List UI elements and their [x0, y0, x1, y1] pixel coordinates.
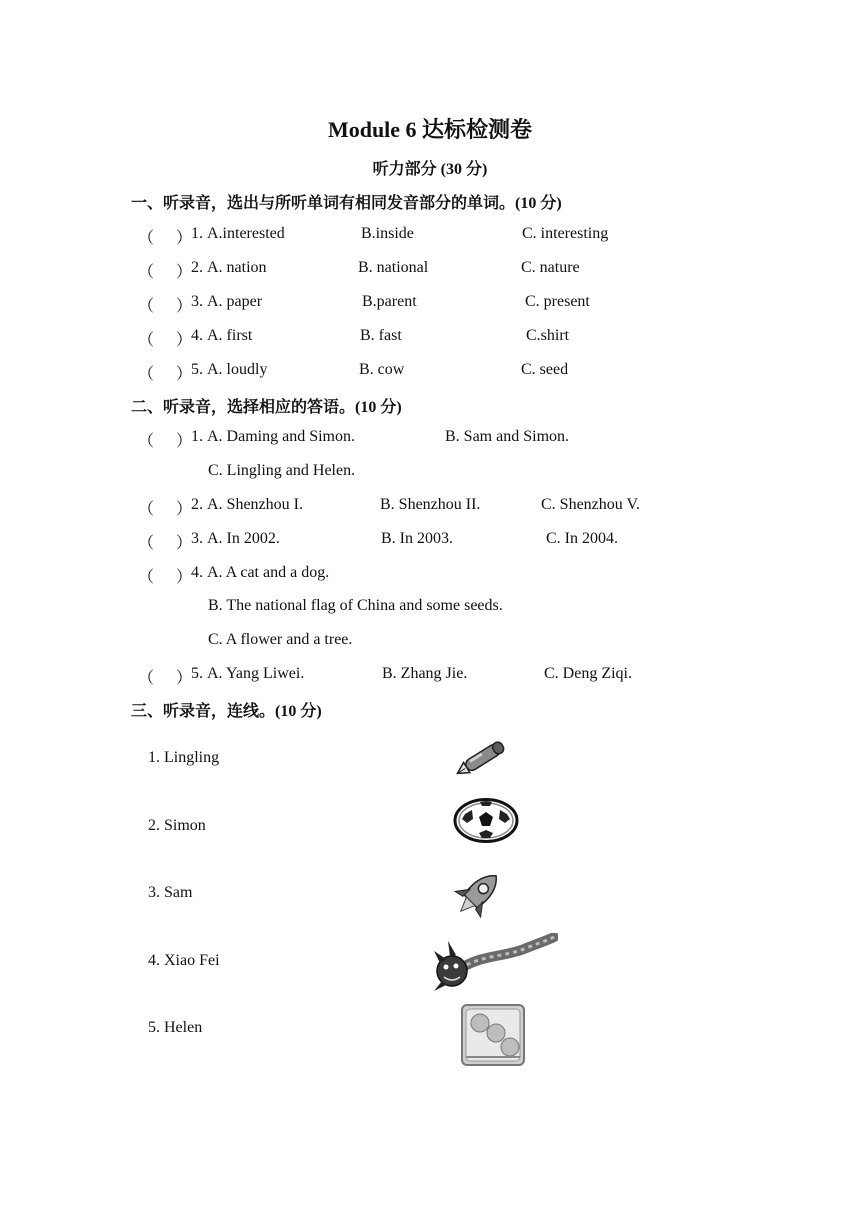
answer-paren-close: ） — [176, 230, 193, 247]
answer-paren-close: ） — [176, 264, 193, 281]
answer-paren-open[interactable]: （ — [138, 366, 155, 383]
answer-paren-close: ） — [176, 298, 193, 315]
option-b: B. national — [358, 259, 429, 276]
option-c: C. Shenzhou V. — [541, 496, 640, 513]
answer-paren-open[interactable]: （ — [138, 230, 155, 247]
option-a: A. Yang Liwei. — [207, 665, 305, 682]
answer-paren-open[interactable]: （ — [138, 569, 155, 586]
question-number: 1. — [191, 428, 203, 445]
option-b: B.parent — [362, 293, 417, 310]
question-number: 1. — [191, 225, 203, 242]
answer-paren-close: ） — [176, 535, 193, 552]
answer-paren-open[interactable]: （ — [138, 433, 155, 450]
option-b: B. In 2003. — [381, 530, 453, 547]
dragon-kite-icon[interactable] — [432, 933, 558, 997]
option-a: A. In 2002. — [207, 530, 280, 547]
answer-paren-open[interactable]: （ — [138, 264, 155, 281]
option-c: C. present — [525, 293, 590, 310]
question-number: 4. — [191, 327, 203, 344]
option-a: A. A cat and a dog. — [207, 564, 330, 581]
abc-book-icon[interactable] — [458, 1001, 528, 1069]
question-number: 5. — [191, 361, 203, 378]
answer-paren-close: ） — [176, 569, 193, 586]
option-b: B. cow — [359, 361, 405, 378]
answer-paren-open[interactable]: （ — [138, 535, 155, 552]
option-b: B. Sam and Simon. — [445, 428, 570, 445]
option-c: C.shirt — [526, 327, 570, 344]
page-title: Module 6 达标检测卷 — [327, 117, 533, 142]
match-name-sam[interactable]: 3. Sam — [148, 884, 193, 901]
rocket-icon[interactable] — [444, 866, 510, 924]
option-a: A. first — [207, 327, 253, 344]
question-number: 4. — [191, 564, 203, 581]
pen-icon[interactable] — [450, 733, 514, 783]
answer-paren-close: ） — [176, 501, 193, 518]
answer-paren-open[interactable]: （ — [138, 670, 155, 687]
option-b: B. fast — [360, 327, 402, 344]
listening-subtitle: 听力部分 (30 分) — [372, 161, 488, 178]
answer-paren-close: ） — [176, 366, 193, 383]
option-c: C. seed — [521, 361, 569, 378]
match-name-xiao-fei[interactable]: 4. Xiao Fei — [148, 952, 220, 969]
match-name-lingling[interactable]: 1. Lingling — [148, 749, 220, 766]
question-number: 2. — [191, 259, 203, 276]
football-icon[interactable] — [453, 797, 519, 844]
option-b: B. The national flag of China and some seeds. — [208, 597, 503, 614]
option-a: A. Shenzhou I. — [207, 496, 303, 513]
option-a: A. Daming and Simon. — [207, 428, 355, 445]
section-3-heading: 三、听录音，连线。(10 分) — [131, 703, 322, 720]
option-b: B. Zhang Jie. — [382, 665, 468, 682]
option-a: A. paper — [207, 293, 263, 310]
answer-paren-close: ） — [176, 433, 193, 450]
match-name-helen[interactable]: 5. Helen — [148, 1019, 203, 1036]
answer-paren-open[interactable]: （ — [138, 298, 155, 315]
question-number: 5. — [191, 665, 203, 682]
option-c: C. In 2004. — [546, 530, 618, 547]
option-c: C. Lingling and Helen. — [208, 462, 356, 479]
option-a: A. nation — [207, 259, 267, 276]
section-1-heading: 一、听录音，选出与所听单词有相同发音部分的单词。(10 分) — [131, 195, 562, 212]
answer-paren-close: ） — [176, 670, 193, 687]
option-c: C. Deng Ziqi. — [544, 665, 632, 682]
answer-paren-open[interactable]: （ — [138, 501, 155, 518]
match-name-simon[interactable]: 2. Simon — [148, 817, 206, 834]
option-c: C. nature — [521, 259, 580, 276]
option-c: C. A flower and a tree. — [208, 631, 353, 648]
answer-paren-open[interactable]: （ — [138, 332, 155, 349]
answer-paren-close: ） — [176, 332, 193, 349]
option-a: A.interested — [207, 225, 285, 242]
question-number: 3. — [191, 293, 203, 310]
option-b: B. Shenzhou II. — [380, 496, 481, 513]
question-number: 2. — [191, 496, 203, 513]
option-c: C. interesting — [522, 225, 609, 242]
option-b: B.inside — [361, 225, 414, 242]
question-number: 3. — [191, 530, 203, 547]
section-2-heading: 二、听录音，选择相应的答语。(10 分) — [131, 399, 402, 416]
option-a: A. loudly — [207, 361, 268, 378]
